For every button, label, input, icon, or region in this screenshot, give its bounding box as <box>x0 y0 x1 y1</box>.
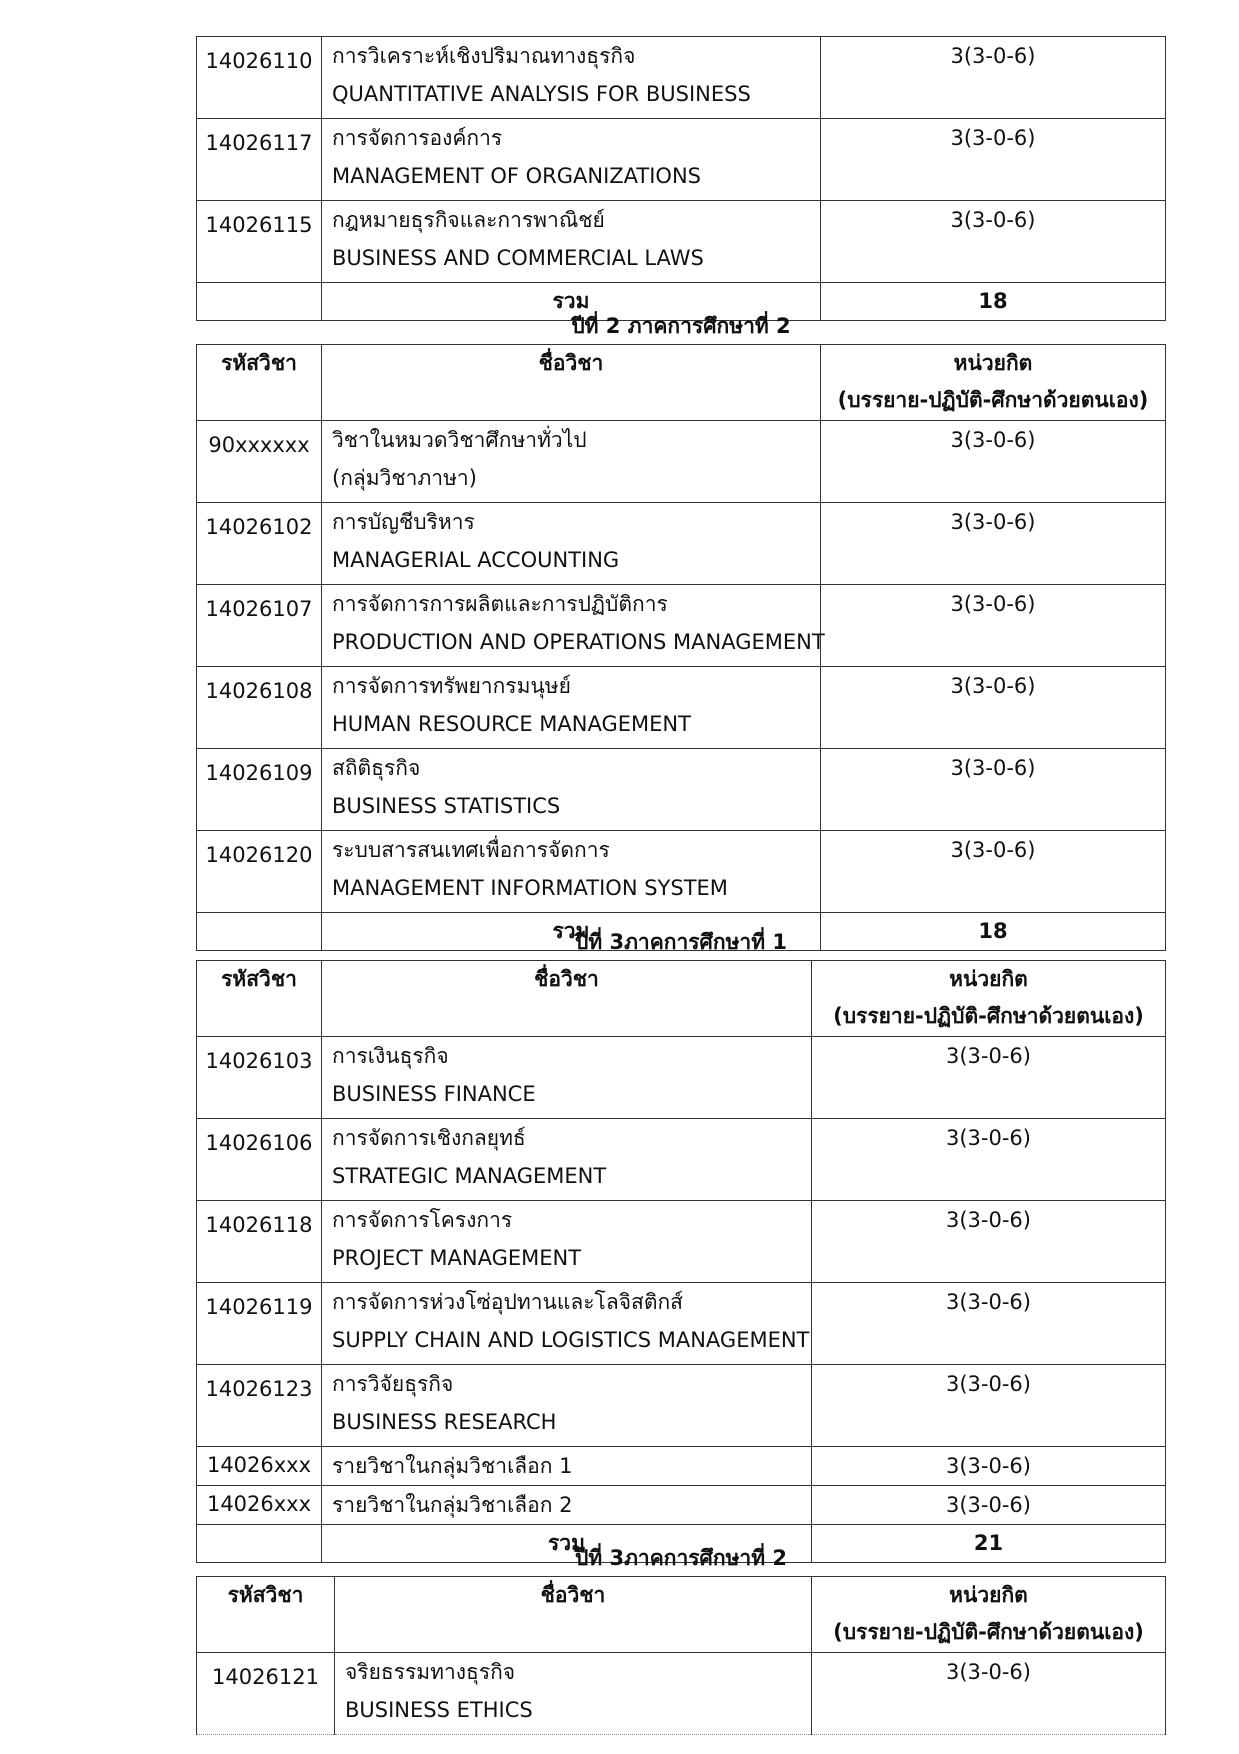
course-table-y3s1 <box>196 960 1166 1563</box>
table-row <box>197 831 1166 913</box>
course-name-en: BUSINESS AND COMMERCIAL LAWS <box>332 246 704 270</box>
table-row <box>197 1365 1166 1447</box>
course-name-th: การจัดการเชิงกลยุทธ์ <box>332 1126 526 1150</box>
course-name-th: การจัดการการผลิตและการปฏิบัติการ <box>332 592 668 616</box>
course-name-en: PRODUCTION AND OPERATIONS MANAGEMENT <box>332 630 825 654</box>
course-name-th: จริยธรรมทางธุรกิจ <box>345 1660 516 1684</box>
course-credit: 3(3-0-6) <box>821 119 1166 201</box>
section-title: ปีที่ 3ภาคการศึกษาที่ 1 <box>574 930 787 954</box>
header-credit-line1: หน่วยกิต <box>949 967 1028 991</box>
header-credit-line1: หน่วยกิต <box>949 1583 1028 1607</box>
header-name: ชื่อวิชา <box>322 961 812 1037</box>
course-name-en: (กลุ่มวิชาภาษา) <box>332 466 477 490</box>
header-credit <box>812 1577 1166 1653</box>
course-name <box>322 1119 812 1201</box>
table-row <box>197 201 1166 283</box>
course-name-th: การจัดการทรัพยากรมนุษย์ <box>332 674 571 698</box>
header-code: รหัสวิชา <box>197 345 322 421</box>
course-name-en: MANAGEMENT INFORMATION SYSTEM <box>332 876 728 900</box>
course-code: 14026108 <box>197 667 322 749</box>
course-name-th: สถิติธุรกิจ <box>332 756 421 780</box>
course-name-en: SUPPLY CHAIN AND LOGISTICS MANAGEMENT <box>332 1328 810 1352</box>
course-name <box>322 1447 812 1486</box>
course-code: 14026121 <box>197 1653 335 1735</box>
course-credit: 3(3-0-6) <box>812 1283 1166 1365</box>
course-table-body <box>197 345 1166 951</box>
header-credit-line2: (บรรยาย-ปฏิบัติ-ศึกษาด้วยตนเอง) <box>837 388 1149 412</box>
course-name-th: การบัญชีบริหาร <box>332 510 475 534</box>
course-table-body <box>197 961 1166 1563</box>
course-name-th: รายวิชาในกลุ่มวิชาเลือก 1 <box>332 1454 573 1478</box>
course-name-th: การวิจัยธุรกิจ <box>332 1372 454 1396</box>
course-code: 14026110 <box>197 37 322 119</box>
course-name <box>335 1653 812 1735</box>
course-credit: 3(3-0-6) <box>812 1119 1166 1201</box>
header-credit-line2: (บรรยาย-ปฏิบัติ-ศึกษาด้วยตนเอง) <box>833 1620 1144 1644</box>
table-header-row <box>197 1577 1166 1653</box>
course-name-en: BUSINESS STATISTICS <box>332 794 561 818</box>
course-credit: 3(3-0-6) <box>812 1486 1166 1525</box>
course-name <box>322 749 821 831</box>
course-name-th: กฎหมายธุรกิจและการพาณิชย์ <box>332 208 605 232</box>
course-code: 14026103 <box>197 1037 322 1119</box>
table-header-row <box>197 961 1166 1037</box>
course-name <box>322 119 821 201</box>
course-credit: 3(3-0-6) <box>821 667 1166 749</box>
course-table-y2s2 <box>196 344 1166 951</box>
section-title: ปีที่ 3ภาคการศึกษาที่ 2 <box>574 1546 787 1570</box>
header-name: ชื่อวิชา <box>335 1577 812 1653</box>
course-name <box>322 1486 812 1525</box>
course-code: 14026115 <box>197 201 322 283</box>
course-name <box>322 503 821 585</box>
total-value: 18 <box>821 283 1166 321</box>
course-name <box>322 421 821 503</box>
table-row <box>197 667 1166 749</box>
course-name-en: PROJECT MANAGEMENT <box>332 1246 582 1270</box>
header-code: รหัสวิชา <box>197 1577 335 1653</box>
course-name <box>322 831 821 913</box>
header-credit <box>821 345 1166 421</box>
course-code: 14026120 <box>197 831 322 913</box>
header-credit-line1: หน่วยกิต <box>953 351 1033 375</box>
course-code: 14026119 <box>197 1283 322 1365</box>
course-code: 90xxxxxx <box>197 421 322 503</box>
course-name <box>322 667 821 749</box>
course-name-en: BUSINESS ETHICS <box>345 1698 533 1722</box>
course-table-y3s2 <box>196 1576 1166 1735</box>
course-credit: 3(3-0-6) <box>821 585 1166 667</box>
course-credit: 3(3-0-6) <box>812 1037 1166 1119</box>
course-credit: 3(3-0-6) <box>821 37 1166 119</box>
header-code: รหัสวิชา <box>197 961 322 1037</box>
course-code: 14026117 <box>197 119 322 201</box>
top-table-body <box>197 37 1166 321</box>
course-code: 14026102 <box>197 503 322 585</box>
table-row <box>197 1119 1166 1201</box>
course-table-body <box>197 1577 1166 1735</box>
course-credit: 3(3-0-6) <box>812 1365 1166 1447</box>
course-code: 14026118 <box>197 1201 322 1283</box>
course-credit: 3(3-0-6) <box>812 1653 1166 1735</box>
course-name-en: MANAGERIAL ACCOUNTING <box>332 548 620 572</box>
course-name-en: HUMAN RESOURCE MANAGEMENT <box>332 712 691 736</box>
course-name-en: BUSINESS FINANCE <box>332 1082 536 1106</box>
course-name-th: การจัดการองค์การ <box>332 126 503 150</box>
table-row <box>197 421 1166 503</box>
table-row <box>197 1486 1166 1525</box>
total-label: รวม <box>322 913 821 951</box>
total-label: รวม <box>322 1525 812 1563</box>
table-row <box>197 1201 1166 1283</box>
table-row <box>197 749 1166 831</box>
total-value: 18 <box>821 913 1166 951</box>
course-credit: 3(3-0-6) <box>821 201 1166 283</box>
table-row <box>197 585 1166 667</box>
header-name: ชื่อวิชา <box>322 345 821 421</box>
course-name-en: QUANTITATIVE ANALYSIS FOR BUSINESS <box>332 82 751 106</box>
table-row <box>197 503 1166 585</box>
total-label: รวม <box>322 283 821 321</box>
course-name-th: รายวิชาในกลุ่มวิชาเลือก 2 <box>332 1493 573 1517</box>
course-name <box>322 1201 812 1283</box>
table-row <box>197 1653 1166 1735</box>
course-code: 14026107 <box>197 585 322 667</box>
course-name <box>322 37 821 119</box>
course-name-th: วิชาในหมวดวิชาศึกษาทั่วไป <box>332 428 587 452</box>
course-credit: 3(3-0-6) <box>821 503 1166 585</box>
course-code: 14026109 <box>197 749 322 831</box>
course-code: 14026xxx <box>197 1447 322 1486</box>
table-row <box>197 37 1166 119</box>
course-code: 14026123 <box>197 1365 322 1447</box>
table-row <box>197 119 1166 201</box>
course-name-th: การเงินธุรกิจ <box>332 1044 449 1068</box>
table-row <box>197 1283 1166 1365</box>
course-code: 14026106 <box>197 1119 322 1201</box>
course-credit: 3(3-0-6) <box>821 831 1166 913</box>
course-name-th: การวิเคราะห์เชิงปริมาณทางธุรกิจ <box>332 44 636 68</box>
total-value: 21 <box>812 1525 1166 1563</box>
header-credit-line2: (บรรยาย-ปฏิบัติ-ศึกษาด้วยตนเอง) <box>833 1004 1144 1028</box>
course-credit: 3(3-0-6) <box>812 1447 1166 1486</box>
course-name <box>322 585 825 667</box>
table-header-row <box>197 345 1166 421</box>
course-name-th: การจัดการห่วงโซ่อุปทานและโลจิสติกส์ <box>332 1290 683 1314</box>
table-row <box>197 1037 1166 1119</box>
section-title: ปีที่ 2 ภาคการศึกษาที่ 2 <box>571 314 791 338</box>
header-credit <box>812 961 1166 1037</box>
course-name-en: MANAGEMENT OF ORGANIZATIONS <box>332 164 701 188</box>
course-name-th: การจัดการโครงการ <box>332 1208 513 1232</box>
course-name-en: STRATEGIC MANAGEMENT <box>332 1164 607 1188</box>
course-name <box>322 1365 812 1447</box>
course-credit: 3(3-0-6) <box>821 749 1166 831</box>
course-code: 14026xxx <box>197 1486 322 1525</box>
course-name <box>322 1283 812 1365</box>
course-credit: 3(3-0-6) <box>812 1201 1166 1283</box>
course-name <box>322 1037 812 1119</box>
course-name-th: ระบบสารสนเทศเพื่อการจัดการ <box>332 838 610 862</box>
course-name <box>322 201 821 283</box>
top-course-table <box>196 36 1166 321</box>
table-row <box>197 1447 1166 1486</box>
course-name-en: BUSINESS RESEARCH <box>332 1410 557 1434</box>
course-credit: 3(3-0-6) <box>821 421 1166 503</box>
